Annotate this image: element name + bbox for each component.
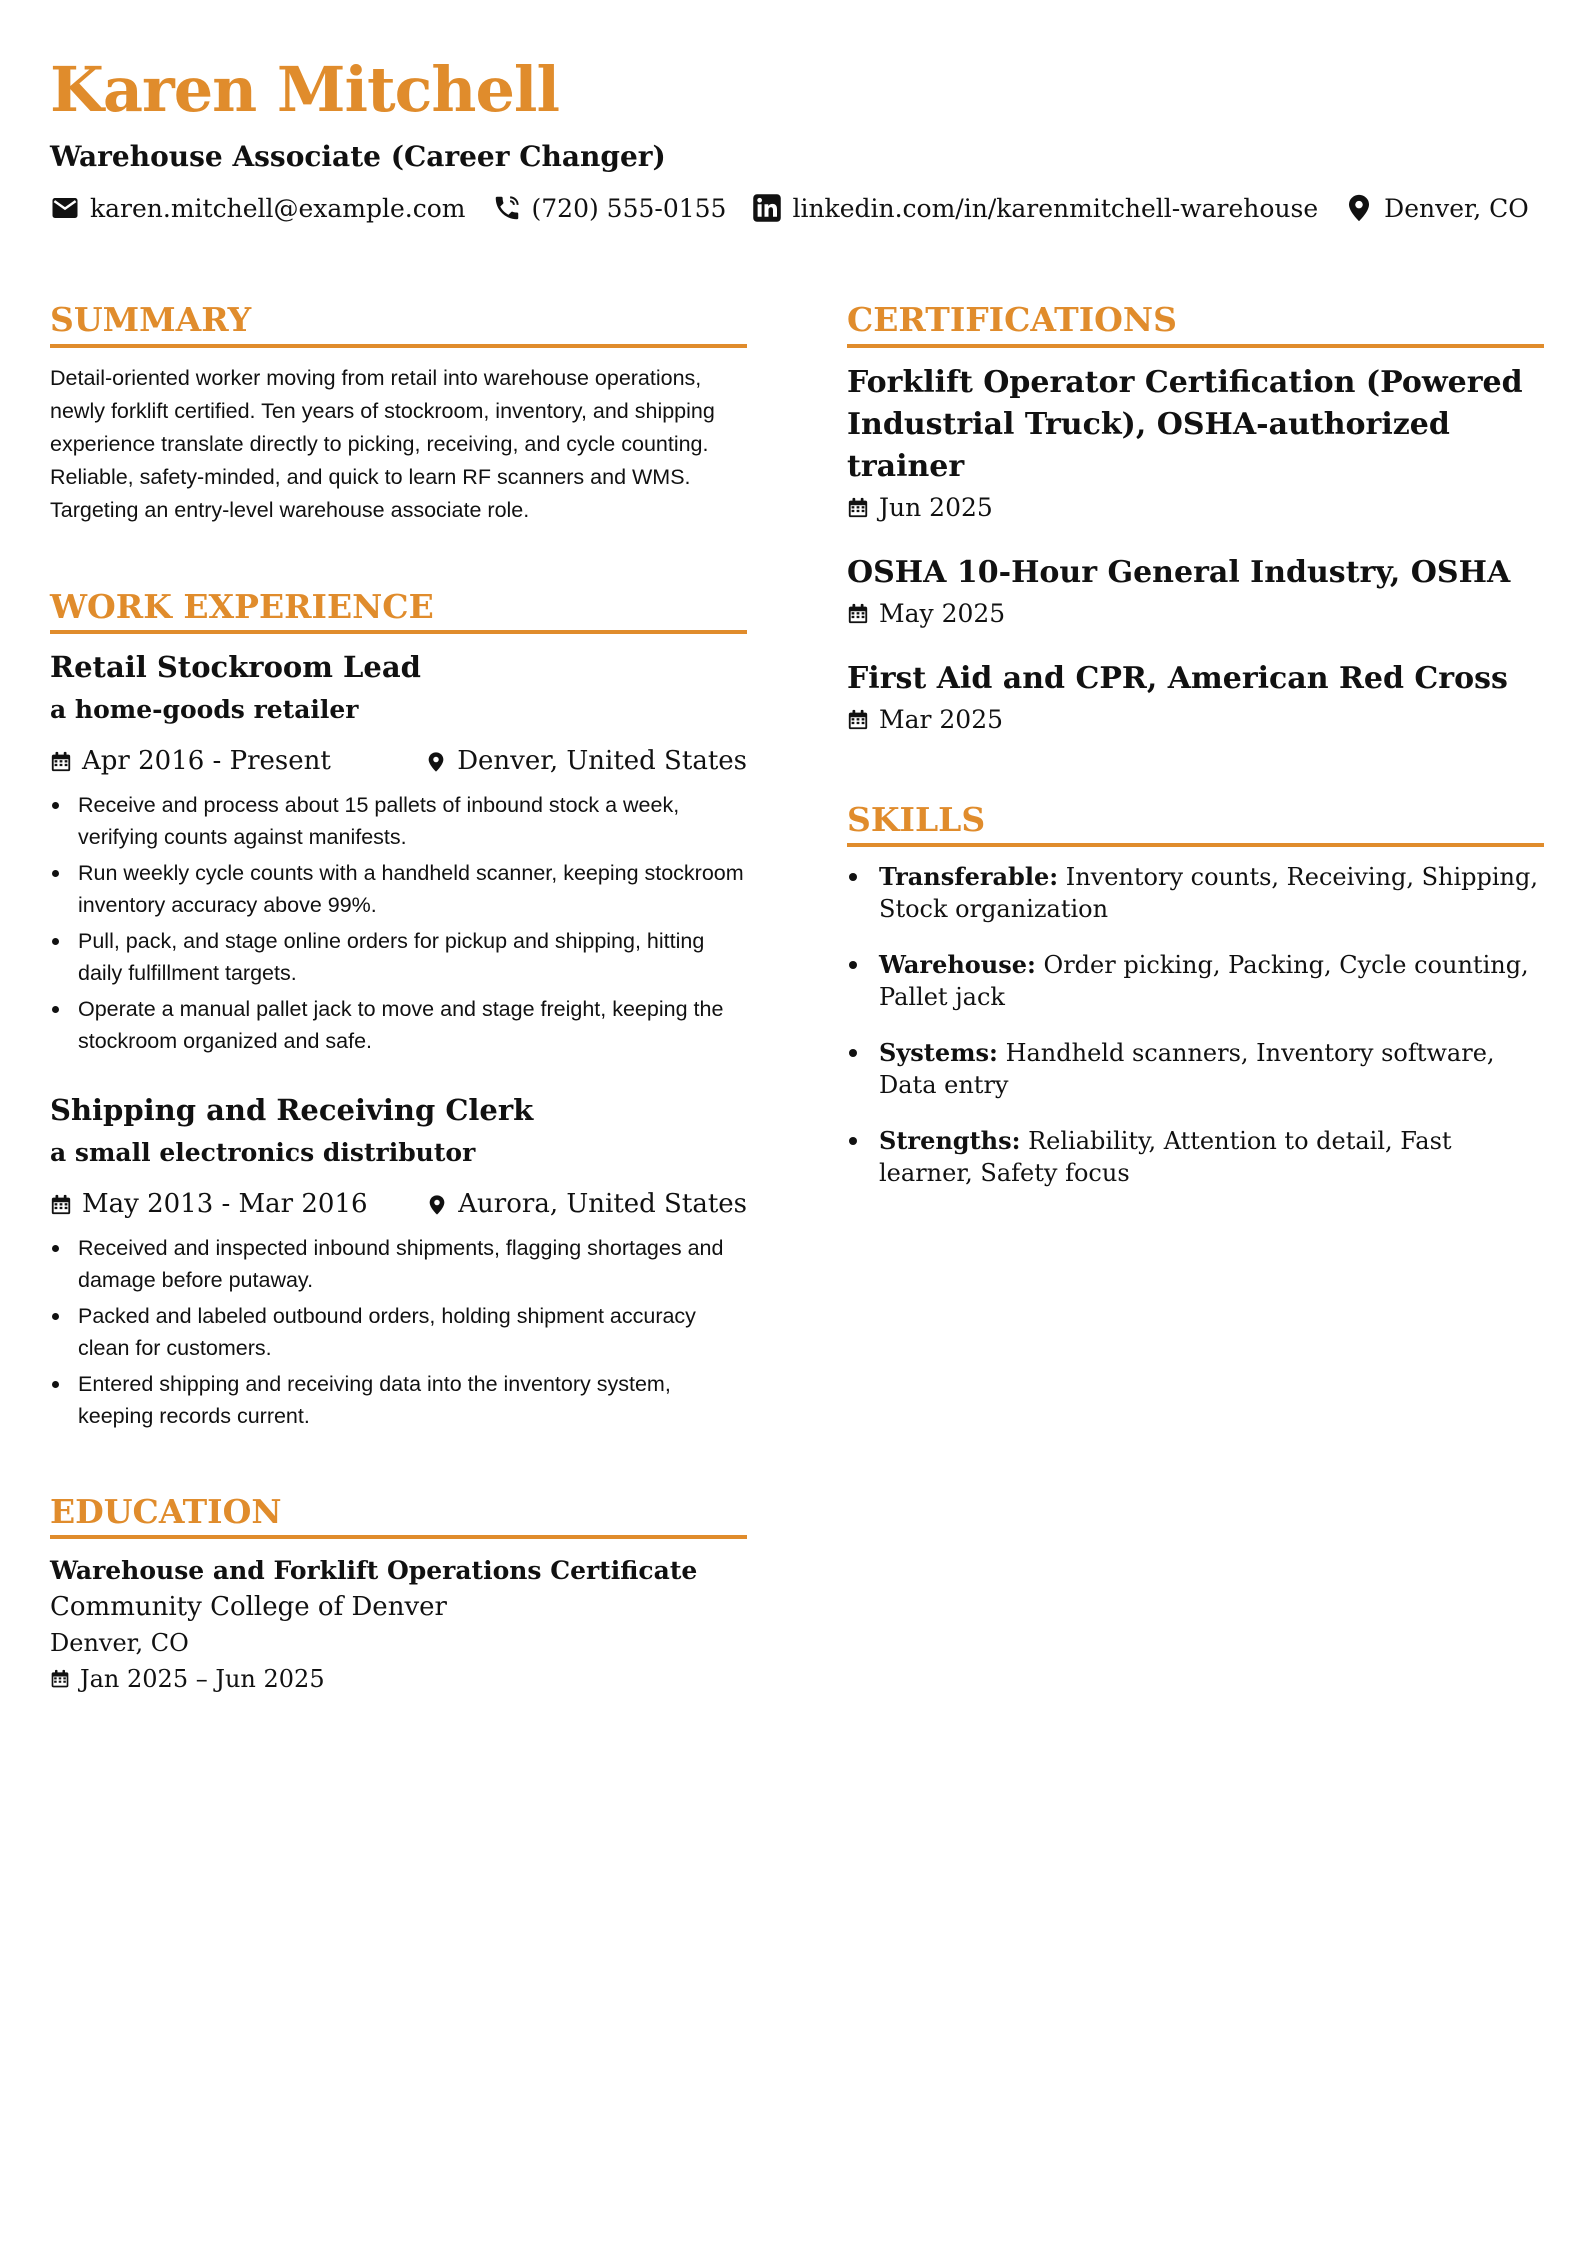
skill-item (847, 949, 1544, 1013)
summary-heading: SUMMARY (50, 300, 747, 348)
summary-text: Detail-oriented worker moving from retail into warehouse operations, newly forklift certified. Ten years of stockroom, inventory, and shipping experience translate directly to picking, receiving, and cycle counting. Reliable, safety-minded, and quick to learn RF scanners and WMS. Targeting an entry-level warehouse associate role. (50, 365, 715, 522)
candidate-name: Karen Mitchell (50, 53, 560, 126)
skill-item (847, 861, 1544, 925)
contact-bar (50, 190, 1555, 226)
education-location: Denver, CO (50, 1629, 189, 1658)
job-bullet: Packed and labeled outbound orders, holding shipment accuracy clean for customers. (50, 1300, 747, 1364)
skill-label: Systems: (879, 1038, 998, 1068)
job-bullet: Run weekly cycle counts with a handheld scanner, keeping stockroom inventory accuracy above 99%. (50, 857, 747, 921)
skills-heading: SKILLS (847, 800, 1544, 848)
certification-name: First Aid and CPR, American Red Cross (847, 660, 1508, 696)
job-bullets (50, 789, 747, 1057)
resume-page (50, 0, 1550, 2246)
job-title: Retail Stockroom Lead (50, 650, 421, 685)
certification-item (847, 362, 1544, 528)
skill-value: Inventory counts, Receiving, Shipping, Stock organization (879, 863, 1538, 924)
job-bullet: Entered shipping and receiving data into the inventory system, keeping records current. (50, 1368, 747, 1432)
job-meta (50, 745, 747, 779)
skill-value: Handheld scanners, Inventory software, Data entry (879, 1039, 1495, 1100)
certification-date (847, 594, 1544, 634)
job-bullets (50, 1232, 747, 1432)
education-dates (50, 1661, 747, 1697)
calendar-icon (50, 1194, 72, 1216)
contact-linkedin[interactable] (752, 193, 1318, 223)
certification-date-text: May 2025 (879, 598, 1006, 628)
job-dates (50, 745, 331, 779)
job-company: a home-goods retailer (50, 695, 359, 725)
job-bullet: Pull, pack, and stage online orders for pickup and shipping, hitting daily fulfillment targets. (50, 925, 747, 989)
location-pin-icon (1344, 193, 1374, 223)
job-entry (50, 648, 747, 1057)
calendar-icon (847, 603, 869, 625)
linkedin-icon (752, 193, 782, 223)
certification-date-text: Mar 2025 (879, 704, 1004, 734)
certifications-heading: CERTIFICATIONS (847, 300, 1544, 348)
experience-section (50, 587, 747, 1432)
contact-email[interactable] (50, 193, 466, 223)
left-column (50, 300, 747, 1757)
education-heading: EDUCATION (50, 1492, 747, 1540)
education-degree: Warehouse and Forklift Operations Certificate (50, 1556, 698, 1586)
job-location (426, 1188, 747, 1222)
calendar-icon (847, 709, 869, 731)
job-title: Shipping and Receiving Clerk (50, 1092, 534, 1127)
email-text[interactable]: karen.mitchell@example.com (90, 193, 466, 223)
job-location-text: Denver, United States (457, 746, 747, 777)
skills-section (847, 800, 1544, 1190)
education-school: Community College of Denver (50, 1592, 447, 1623)
location-pin-icon (425, 751, 447, 773)
certification-name: Forklift Operator Certification (Powered Industrial Truck), OSHA-authorized trainer (847, 364, 1523, 484)
certification-date (847, 488, 1544, 528)
job-bullet: Received and inspected inbound shipments, flagging shortages and damage before putaway. (50, 1232, 747, 1296)
summary-section (50, 300, 747, 527)
contact-phone[interactable] (492, 193, 727, 223)
email-icon (50, 193, 80, 223)
job-dates-text: Apr 2016 - Present (82, 746, 331, 777)
calendar-icon (50, 1669, 70, 1689)
skill-item (847, 1125, 1544, 1189)
certification-date (847, 700, 1544, 740)
job-entry (50, 1091, 747, 1432)
skill-label: Transferable: (879, 862, 1059, 892)
certifications-section (847, 300, 1544, 740)
contact-location (1344, 193, 1529, 223)
certification-date-text: Jun 2025 (879, 492, 993, 522)
phone-text[interactable]: (720) 555-0155 (531, 193, 727, 223)
education-section (50, 1492, 747, 1698)
job-bullet: Operate a manual pallet jack to move and stage freight, keeping the stockroom organized and safe. (50, 993, 747, 1057)
job-dates-text: May 2013 - Mar 2016 (82, 1188, 368, 1219)
location-pin-icon (426, 1194, 448, 1216)
job-location (425, 745, 747, 779)
job-bullet: Receive and process about 15 pallets of inbound stock a week, verifying counts against manifests. (50, 789, 747, 853)
job-location-text: Aurora, United States (458, 1188, 747, 1219)
skill-label: Warehouse: (879, 950, 1036, 980)
experience-heading: WORK EXPERIENCE (50, 587, 747, 635)
phone-icon (492, 193, 522, 223)
certification-name: OSHA 10-Hour General Industry, OSHA (847, 554, 1511, 590)
candidate-title: Warehouse Associate (Career Changer) (50, 140, 666, 173)
job-dates (50, 1188, 368, 1222)
skill-value: Reliability, Attention to detail, Fast learner, Safety focus (879, 1127, 1452, 1188)
certification-item (847, 658, 1544, 740)
skill-value: Order picking, Packing, Cycle counting, Pallet jack (879, 951, 1529, 1012)
linkedin-text[interactable]: linkedin.com/in/karenmitchell-warehouse (792, 193, 1319, 223)
job-company: a small electronics distributor (50, 1138, 476, 1168)
skill-label: Strengths: (879, 1126, 1021, 1156)
skill-item (847, 1037, 1544, 1101)
calendar-icon (50, 751, 72, 773)
right-column (847, 300, 1544, 1249)
certification-item (847, 552, 1544, 634)
location-text: Denver, CO (1384, 193, 1529, 223)
education-dates-text: Jan 2025 – Jun 2025 (80, 1665, 325, 1694)
skills-list (847, 861, 1544, 1189)
calendar-icon (847, 497, 869, 519)
job-meta (50, 1188, 747, 1222)
